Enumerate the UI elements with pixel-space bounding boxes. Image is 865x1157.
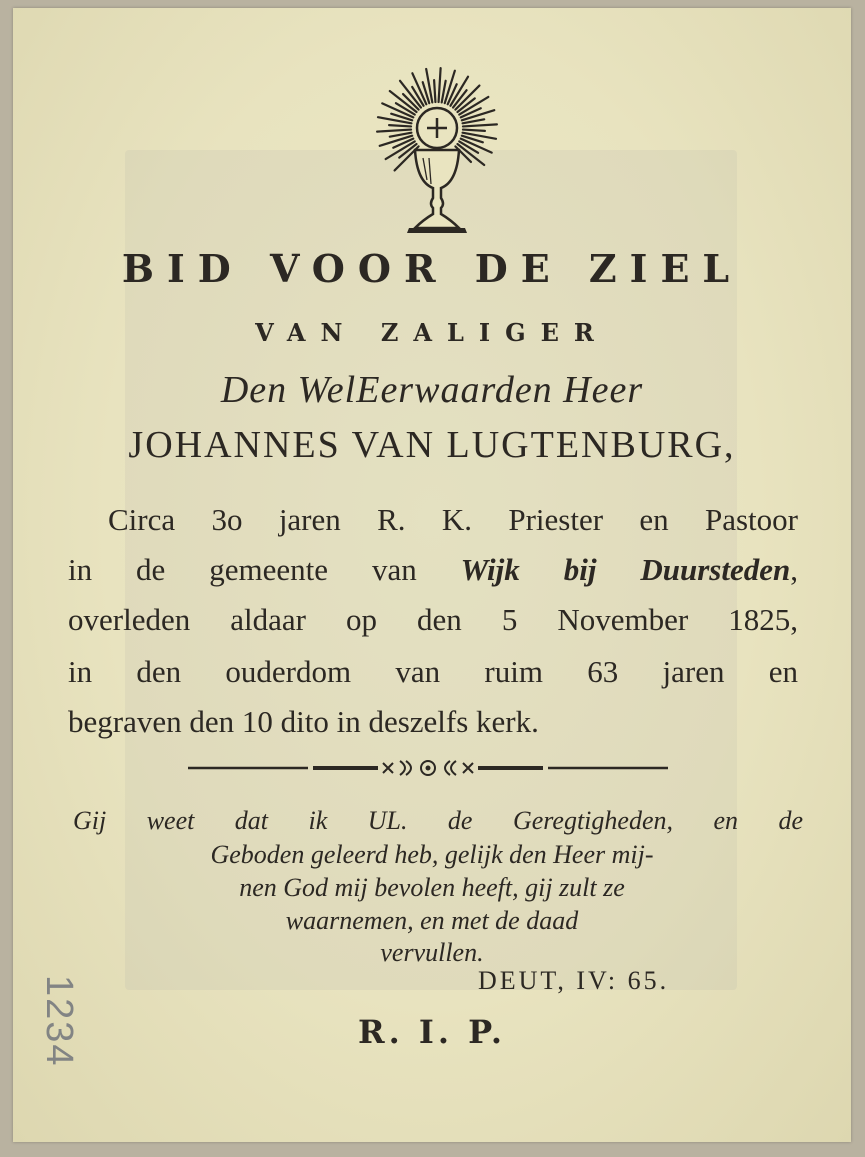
body-line-2-pre: in de gemeente van xyxy=(68,552,461,587)
quote-line-5: vervullen. xyxy=(380,938,484,967)
rip-closing: R. I. P. xyxy=(357,1013,507,1051)
ray xyxy=(463,130,485,131)
body-line-3: overleden aldaar op den 5 November 1825, xyxy=(68,602,798,637)
chalice-with-host-icon xyxy=(371,58,503,238)
quote-line-4: waarnemen, en met de daad xyxy=(285,906,579,935)
deceased-name: JOHANNES VAN LUGTENBURG, xyxy=(128,424,736,466)
body-line-2 xyxy=(68,552,798,588)
honorific: Den WelEerwaarden Heer xyxy=(220,369,644,411)
scripture-reference: DEUT, IV: 65. xyxy=(478,966,670,995)
card-subtitle: VAN ZALIGER xyxy=(255,318,609,347)
ray xyxy=(434,80,435,102)
ray xyxy=(463,124,497,126)
ray xyxy=(389,125,411,126)
card-title: BID VOOR DE ZIEL xyxy=(121,246,743,291)
place-name: Wijk bij Duursteden xyxy=(460,552,791,587)
memorial-card xyxy=(13,8,851,1142)
ray xyxy=(455,86,479,110)
quote-line-3: nen God mij bevolen heeft, gij zult ze xyxy=(239,873,625,902)
body-line-4: in den ouderdom van ruim 63 jaren en xyxy=(68,654,798,689)
body-line-1: Circa 3o jaren R. K. Priester en Pastoor xyxy=(108,502,798,537)
body-line-5: begraven den 10 dito in deszelfs kerk. xyxy=(68,704,539,739)
pencil-annotation: 1234 xyxy=(38,975,80,1068)
ray xyxy=(439,68,441,102)
body-line-2-post: , xyxy=(790,552,798,587)
quote-line-2: Geboden geleerd heb, gelijk den Heer mij- xyxy=(210,840,654,869)
ornamental-divider xyxy=(188,753,668,783)
ray xyxy=(377,130,411,132)
quote-line-1: Gij weet dat ik UL. de Geregtigheden, en de xyxy=(73,806,803,835)
